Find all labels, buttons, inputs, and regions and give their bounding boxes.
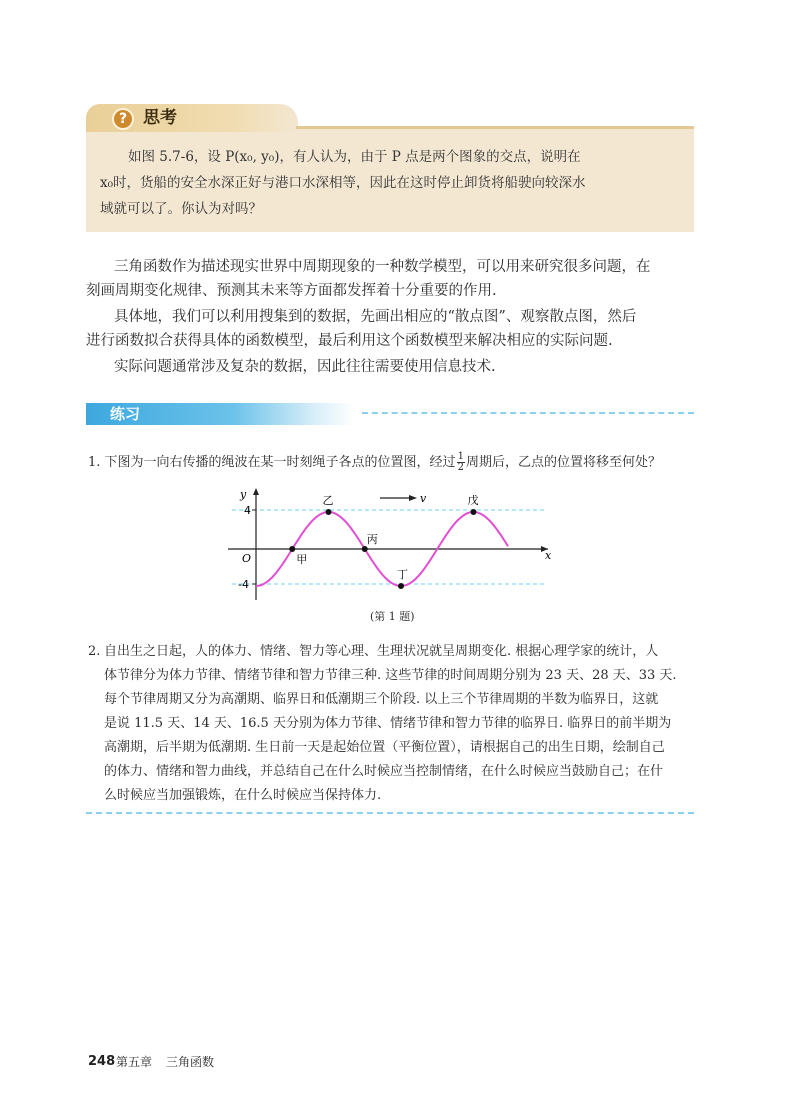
think-line: x₀时，货船的安全水深正好与港口水深相等，因此在这时停止卸货将船驶向较深水 [100,175,586,191]
think-rule [296,126,694,129]
wave-point-label: 甲 [296,553,308,566]
direction-arrow-icon [409,495,417,501]
body-paragraph-line: 刻画周期变化规律、预测其未来等方面都发挥着十分重要的作用. [86,283,497,299]
wave-point-label: 丁 [397,568,408,581]
wave-point [289,546,295,552]
wave-point [362,546,368,552]
wave-point [326,509,332,515]
wave-point-label: 戊 [467,494,479,507]
question-2-line: 自出生之日起，人的体力、情绪、智力等心理、生理状况就呈周期变化. 根据心理学家的统计，人 [104,644,659,659]
question-2-line: 每个节律周期又分为高潮期、临界日和低潮期三个阶段. 以上三个节律周期的半数为临界日，这就 [104,692,659,707]
origin-label: O [242,552,252,565]
body-paragraph-line: 三角函数作为描述现实世界中周期现象的一种数学模型，可以用来研究很多问题，在 [114,259,651,275]
direction-label: v [420,492,427,505]
question-text: 周期后，乙点的位置将移至何处？ [465,455,661,470]
wave-point [471,509,477,515]
body-paragraph-line: 具体地，我们可以利用搜集到的数据，先画出相应的“散点图”、观察散点图，然后 [114,309,637,325]
body-paragraph-line: 进行函数拟合获得具体的函数模型，最后利用这个函数模型来解决相应的实际问题. [86,333,613,349]
fraction-numerator: 1 [457,451,464,462]
fraction-denominator: 2 [457,462,464,473]
question-text: 下图为一向右传播的绳波在某一时刻绳子各点的位置图，经过 [104,455,456,470]
question-2-number: 2. [88,644,101,659]
y-axis-label: y [240,488,247,501]
exercise-dashed-rule [362,412,694,414]
y-axis-arrow-icon [253,488,259,495]
body-paragraph-line: 实际问题通常涉及复杂的数据，因此往往需要使用信息技术. [114,359,496,375]
tick-label-4: 4 [244,504,251,517]
wave-point [398,583,404,589]
exercise-end-dashed-rule [86,812,694,814]
x-axis-label: x [545,549,552,562]
exercise-title: 练习 [110,405,141,423]
figure-caption: (第 1 题) [370,610,415,623]
chapter-label: 第五章 [116,1055,153,1069]
think-title: 思考 [143,108,177,128]
rope-wave-figure [220,478,560,608]
question-2-line: 的体力、情绪和智力曲线，并总结自己在什么时候应当控制情绪，在什么时候应当鼓励自己；在什 [104,764,664,779]
wave-point-label: 丙 [366,533,378,546]
question-2-line: 么时候应当加强锻炼，在什么时候应当保持体力. [104,788,382,803]
wave-point-label: 乙 [322,494,334,507]
chapter-topic: 三角函数 [166,1055,215,1069]
question-2-line: 高潮期，后半期为低潮期. 生日前一天是起始位置（平衡位置），请根据自己的出生日期，绘制自己 [104,740,665,755]
fraction [457,452,465,473]
tick-label-neg4: -4 [238,578,249,591]
page-number: 248 [88,1054,116,1069]
question-icon: ? [112,108,134,130]
think-line: 域就可以了。你认为对吗？ [100,201,262,217]
question-2-line: 体节律分为体力节律、情绪节律和智力节律三种. 这些节律的时间周期分别为 23 天、28 天、33 天. [104,668,677,683]
question-number: 1. [88,455,101,470]
question-2-line: 是说 11.5 天、14 天、16.5 天分别为体力节律、情绪节律和智力节律的临界日. 临界日的前半期为 [104,716,672,731]
think-line: 如图 5.7-6，设 P(x₀, y₀)，有人认为，由于 P 点是两个图象的交点，说明在 [128,149,581,165]
question-1 [88,452,661,473]
